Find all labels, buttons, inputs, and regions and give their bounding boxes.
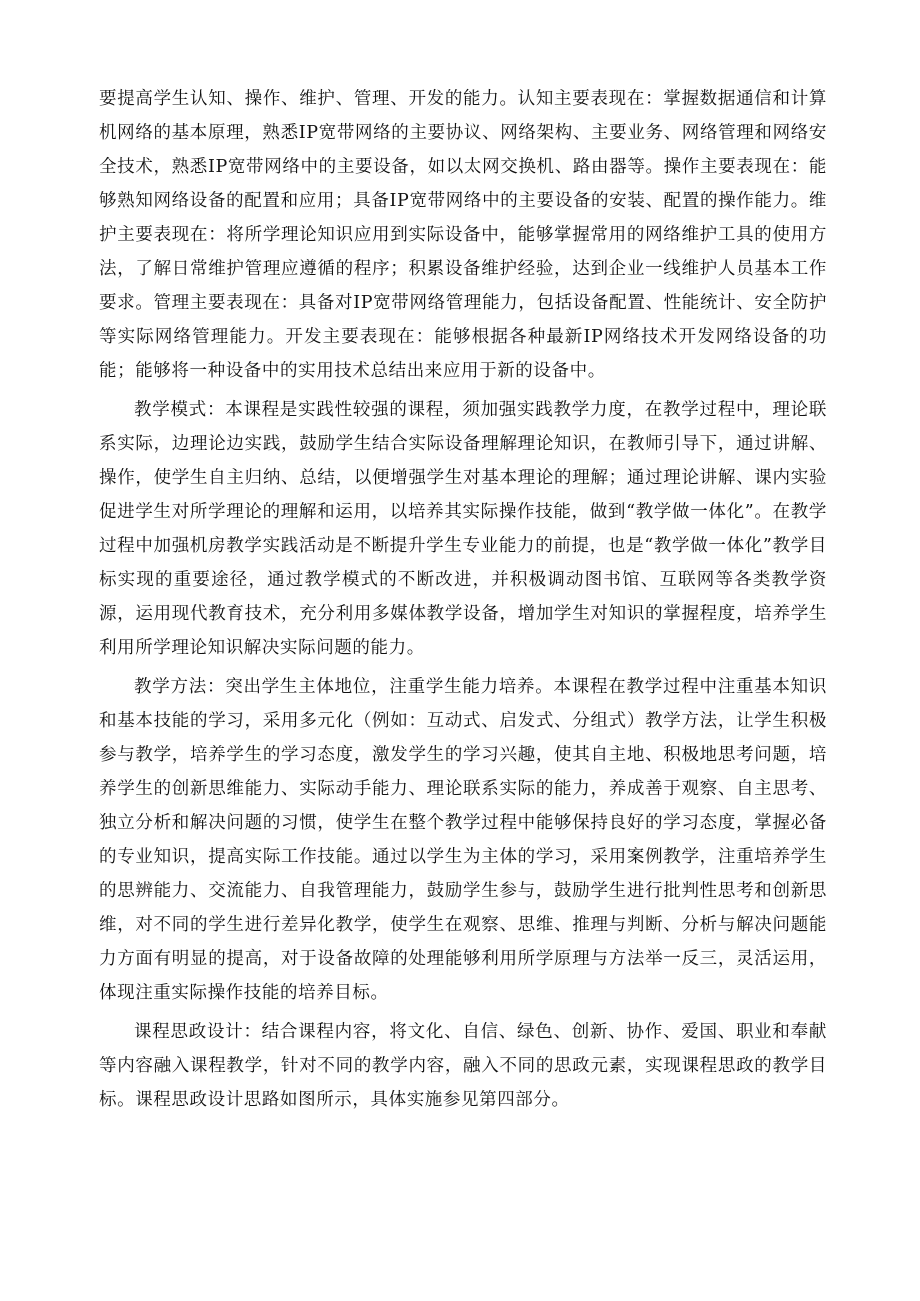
paragraph-competency-description: 要提高学生认知、操作、维护、管理、开发的能力。认知主要表现在：掌握数据通信和计算机网络的基本原理，熟悉IP宽带网络的主要协议、网络架构、主要业务、网络管理和网络安全技术，熟悉IP宽带网络中的主要设备，如以太网交换机、路由器等。操作主要表现在：能够熟知网络设备的配置和应用；具备IP宽带网络中的主要设备的安装、配置的操作能力。维护主要表现在：将所学理论知识应用到实际设备中，能够掌握常用的网络维护工具的使用方法，了解日常维护管理应遵循的程序；积累设备维护经验，达到企业一线维护人员基本工作要求。管理主要表现在：具备对IP宽带网络管理能力，包括设备配置、性能统计、安全防护等实际网络管理能力。开发主要表现在：能够根据各种最新IP网络技术开发网络设备的功能；能够将一种设备中的实用技术总结出来应用于新的设备中。 [99,89,827,381]
document-body [99,82,827,1122]
paragraph-ideological-design: 课程思政设计：结合课程内容，将文化、自信、绿色、创新、协作、爱国、职业和奉献等内容融入课程教学，针对不同的教学内容，融入不同的思政元素，实现课程思政的教学目标。课程思政设计思路如图所示，具体实施参见第四部分。 [99,1022,827,1110]
paragraph-teaching-mode: 教学模式：本课程是实践性较强的课程，须加强实践教学力度，在教学过程中，理论联系实际，边理论边实践，鼓励学生结合实际设备理解理论知识，在教师引导下，通过讲解、操作，使学生自主归纳、总结，以便增强学生对基本理论的理解；通过理论讲解、课内实验促进学生对所学理论的理解和运用，以培养其实际操作技能，做到“教学做一体化”。在教学过程中加强机房教学实践活动是不断提升学生专业能力的前提，也是“教学做一体化”教学目标实现的重要途径，通过教学模式的不断改进，并积极调动图书馆、互联网等各类教学资源，运用现代教育技术，充分利用多媒体教学设备，增加学生对知识的掌握程度，培养学生利用所学理论知识解决实际问题的能力。 [99,400,827,658]
paragraph-teaching-methods: 教学方法：突出学生主体地位，注重学生能力培养。本课程在教学过程中注重基本知识和基本技能的学习，采用多元化（例如：互动式、启发式、分组式）教学方法，让学生积极参与教学，培养学生的学习态度，激发学生的学习兴趣，使其自主地、积极地思考问题，培养学生的创新思维能力、实际动手能力、理论联系实际的能力，养成善于观察、自主思考、独立分析和解决问题的习惯，使学生在整个教学过程中能够保持良好的学习态度，掌握必备的专业知识，提高实际工作技能。通过以学生为主体的学习，采用案例教学，注重培养学生的思辨能力、交流能力、自我管理能力，鼓励学生参与，鼓励学生进行批判性思考和创新思维，对不同的学生进行差异化教学，使学生在观察、思维、推理与判断、分析与解决问题能力方面有明显的提高，对于设备故障的处理能够利用所学原理与方法举一反三，灵活运用，体现注重实际操作技能的培养目标。 [99,677,827,1003]
